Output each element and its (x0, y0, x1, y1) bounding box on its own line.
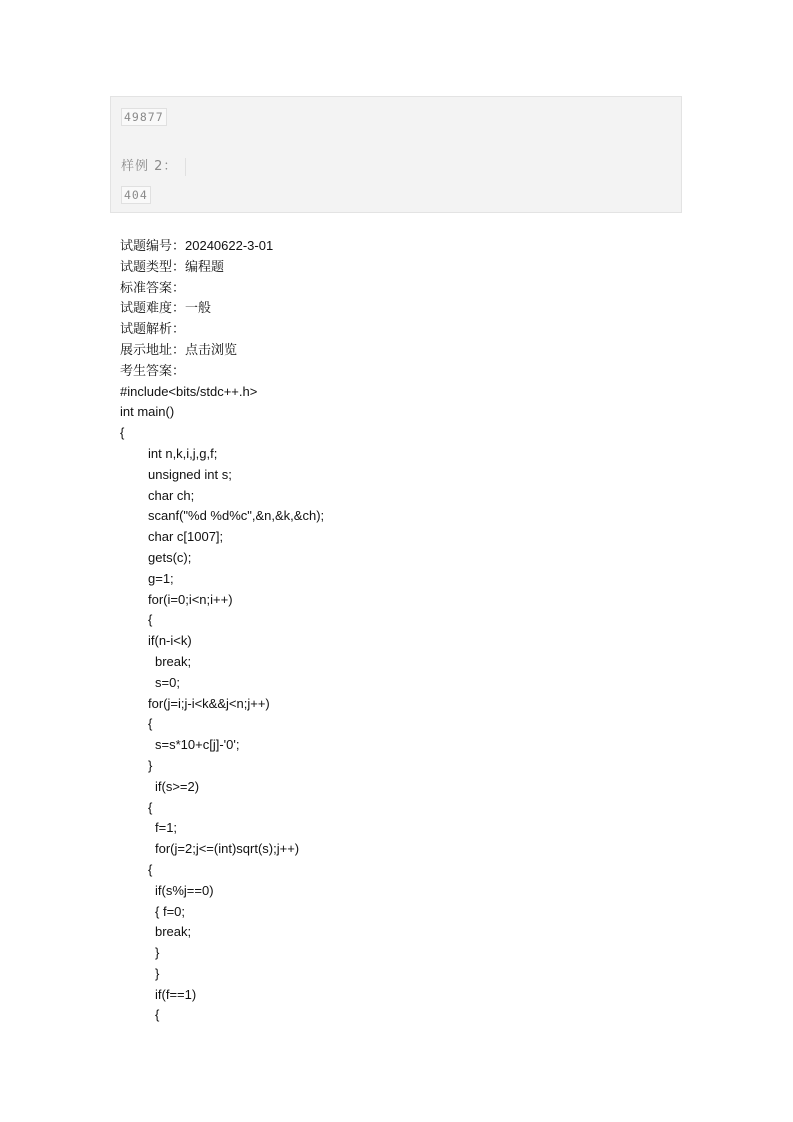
code-line: { (148, 612, 153, 628)
meta-row (120, 298, 680, 319)
question-meta-list (120, 236, 680, 382)
meta-label: 试题难度： (120, 301, 186, 317)
code-line: f=1; (155, 820, 178, 836)
code-line: scanf("%d %d%c",&n,&k,&ch); (148, 508, 325, 524)
code-line: for(i=0;i<n;i++) (148, 591, 233, 607)
code-line: char c[1007]; (148, 529, 224, 545)
code-line: int main() (120, 404, 175, 420)
meta-label: 考生答案： (120, 363, 186, 379)
code-line: } (155, 945, 160, 961)
sample-output-1: 49877 (121, 108, 167, 126)
code-line: if(f==1) (155, 986, 197, 1002)
code-line: int n,k,i,j,g,f; (148, 445, 218, 461)
sample-label-2: 样例 2： (121, 158, 186, 176)
meta-label: 标准答案： (120, 280, 186, 296)
code-line: #include<bits/stdc++.h> (120, 383, 258, 399)
meta-value: 20240622-3-01 (185, 238, 274, 253)
meta-row (120, 278, 680, 299)
meta-row (120, 236, 680, 257)
code-line: g=1; (148, 570, 174, 586)
code-line: { (148, 716, 153, 732)
code-line: s=0; (155, 674, 180, 690)
candidate-code-block (120, 382, 680, 1027)
code-line: break; (155, 924, 192, 940)
code-line: char ch; (148, 487, 195, 503)
code-line: break; (155, 653, 192, 669)
meta-label: 试题类型： (120, 259, 186, 275)
code-line: gets(c); (148, 549, 192, 565)
code-line: { f=0; (155, 903, 185, 919)
code-line: s=s*10+c[j]-'0'; (155, 737, 240, 753)
question-content (120, 236, 680, 1026)
code-line: { (155, 1007, 160, 1023)
code-line: { (120, 425, 125, 441)
code-line: if(s>=2) (155, 778, 200, 794)
code-line: if(n-i<k) (148, 633, 192, 649)
sample-output-box (110, 96, 682, 213)
meta-row (120, 361, 680, 382)
code-line: for(j=i;j-i<k&&j<n;j++) (148, 695, 270, 711)
meta-value: 一般 (185, 300, 212, 316)
meta-row (120, 257, 680, 278)
code-line: } (148, 757, 153, 773)
meta-row (120, 319, 680, 340)
meta-label: 试题解析： (120, 322, 186, 338)
meta-value[interactable]: 点击浏览 (185, 341, 238, 357)
code-line: { (148, 799, 153, 815)
code-line: unsigned int s; (148, 466, 232, 482)
sample-output-2: 404 (121, 186, 151, 204)
meta-row (120, 340, 680, 361)
code-line: { (148, 861, 153, 877)
code-line: if(s%j==0) (155, 882, 214, 898)
meta-label: 展示地址： (120, 342, 186, 358)
code-line: } (155, 965, 160, 981)
meta-value: 编程题 (185, 258, 225, 274)
code-line: for(j=2;j<=(int)sqrt(s);j++) (155, 841, 300, 857)
meta-label: 试题编号： (120, 239, 186, 254)
